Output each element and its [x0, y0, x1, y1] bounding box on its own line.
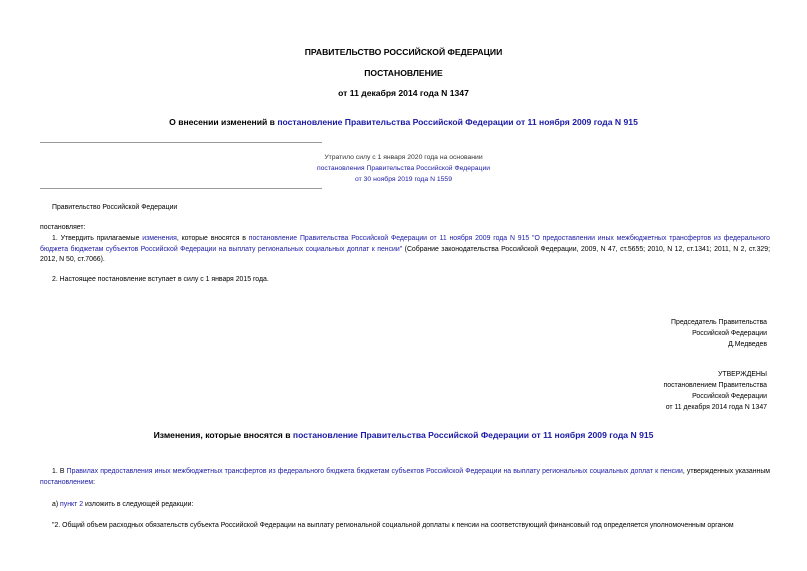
signature-title: Председатель Правительства: [671, 319, 767, 326]
approval-block: [664, 369, 768, 413]
signature-name: Д.Медведев: [728, 341, 767, 348]
issuer-text: Правительство Российской Федерации: [52, 204, 178, 211]
c1-text-b: , утвержденных указанным: [682, 468, 771, 475]
signature-country: Российской Федерации: [692, 330, 767, 337]
title-link[interactable]: постановление Правительства Российской Федерации от 11 ноября 2009 года N 915: [277, 117, 638, 127]
government-heading: ПРАВИТЕЛЬСТВО РОССИЙСКОЙ ФЕДЕРАЦИИ: [304, 47, 503, 57]
c1-text-a: 1. В: [52, 468, 67, 475]
paragraph-1: [40, 234, 770, 266]
title-prefix: О внесении изменений в: [169, 117, 278, 127]
ca-text-b: изложить в следующей редакции:: [83, 501, 194, 508]
repeal-notice: [0, 152, 807, 185]
p1-text-a: 1. Утвердить прилагаемые: [52, 235, 143, 242]
decrees-text: постановляет:: [40, 224, 86, 231]
p1-text-c: (Собрание законодательства Российской Федерации, 2009, N 47, ст.5655; 2010, N 12, ст.1341; 2011, N 2, ст.329; 2012, N 50, ст.7066).: [40, 245, 771, 263]
decree-915-link[interactable]: постановление Правительства Российской Федерации от 11 ноября 2009 года N 915 "О предоставлении иных межбюджетных трансфертов из федерального бюджета бюджетам субъектов Российской Федерации на выплату региональных социальных доплат к пенсии": [40, 235, 770, 253]
changes-title-prefix: Изменения, которые вносятся в: [153, 430, 293, 440]
notice-link-2[interactable]: от 30 ноября 2019 года N 1559: [355, 176, 452, 183]
point-2-link[interactable]: пункт 2: [60, 501, 84, 508]
approval-line-3: Российской Федерации: [692, 393, 767, 400]
change-1: [40, 467, 770, 488]
changes-title: [0, 430, 807, 440]
notice-line-1: Утратило силу с 1 января 2020 года на основании: [324, 154, 483, 161]
divider-top: [40, 142, 322, 143]
c1-text-c: :: [93, 478, 96, 486]
approval-line-4: от 11 декабря 2014 года N 1347: [665, 404, 767, 411]
document-title: [0, 117, 807, 127]
postanovlenie-link[interactable]: постановлением: [40, 478, 94, 486]
change-2-text: "2. Общий объем расходных обязательств субъекта Российской Федерации на выплату региональной социальной доплаты к пенсии на соответствующий финансовый год определяется уполномоченным органом: [52, 522, 734, 529]
document-date: от 11 декабря 2014 года N 1347: [338, 88, 469, 98]
changes-title-link[interactable]: постановление Правительства Российской Федерации от 11 ноября 2009 года N 915: [292, 430, 654, 440]
p1-text-b: , которые вносятся в: [176, 235, 249, 242]
document-type: ПОСТАНОВЛЕНИЕ: [364, 68, 443, 78]
ca-text-a: а): [52, 501, 61, 508]
change-1a: [52, 500, 782, 511]
paragraph-2: 2. Настоящее постановление вступает в силу с 1 января 2015 года.: [52, 276, 269, 283]
rules-link[interactable]: Правилах предоставления иных межбюджетных трансфертов из федерального бюджета бюджетам субъектов Российской Федерации на выплату региональных социальных доплат к пенсии: [66, 468, 683, 475]
changes-link[interactable]: изменения: [142, 235, 177, 242]
divider-bottom: [40, 188, 322, 189]
notice-link-1[interactable]: постановления Правительства Российской Федерации: [316, 165, 491, 172]
approval-line-1: УТВЕРЖДЕНЫ: [718, 371, 767, 378]
approval-line-2: постановлением Правительства: [663, 382, 767, 389]
signature-block: [671, 317, 767, 350]
